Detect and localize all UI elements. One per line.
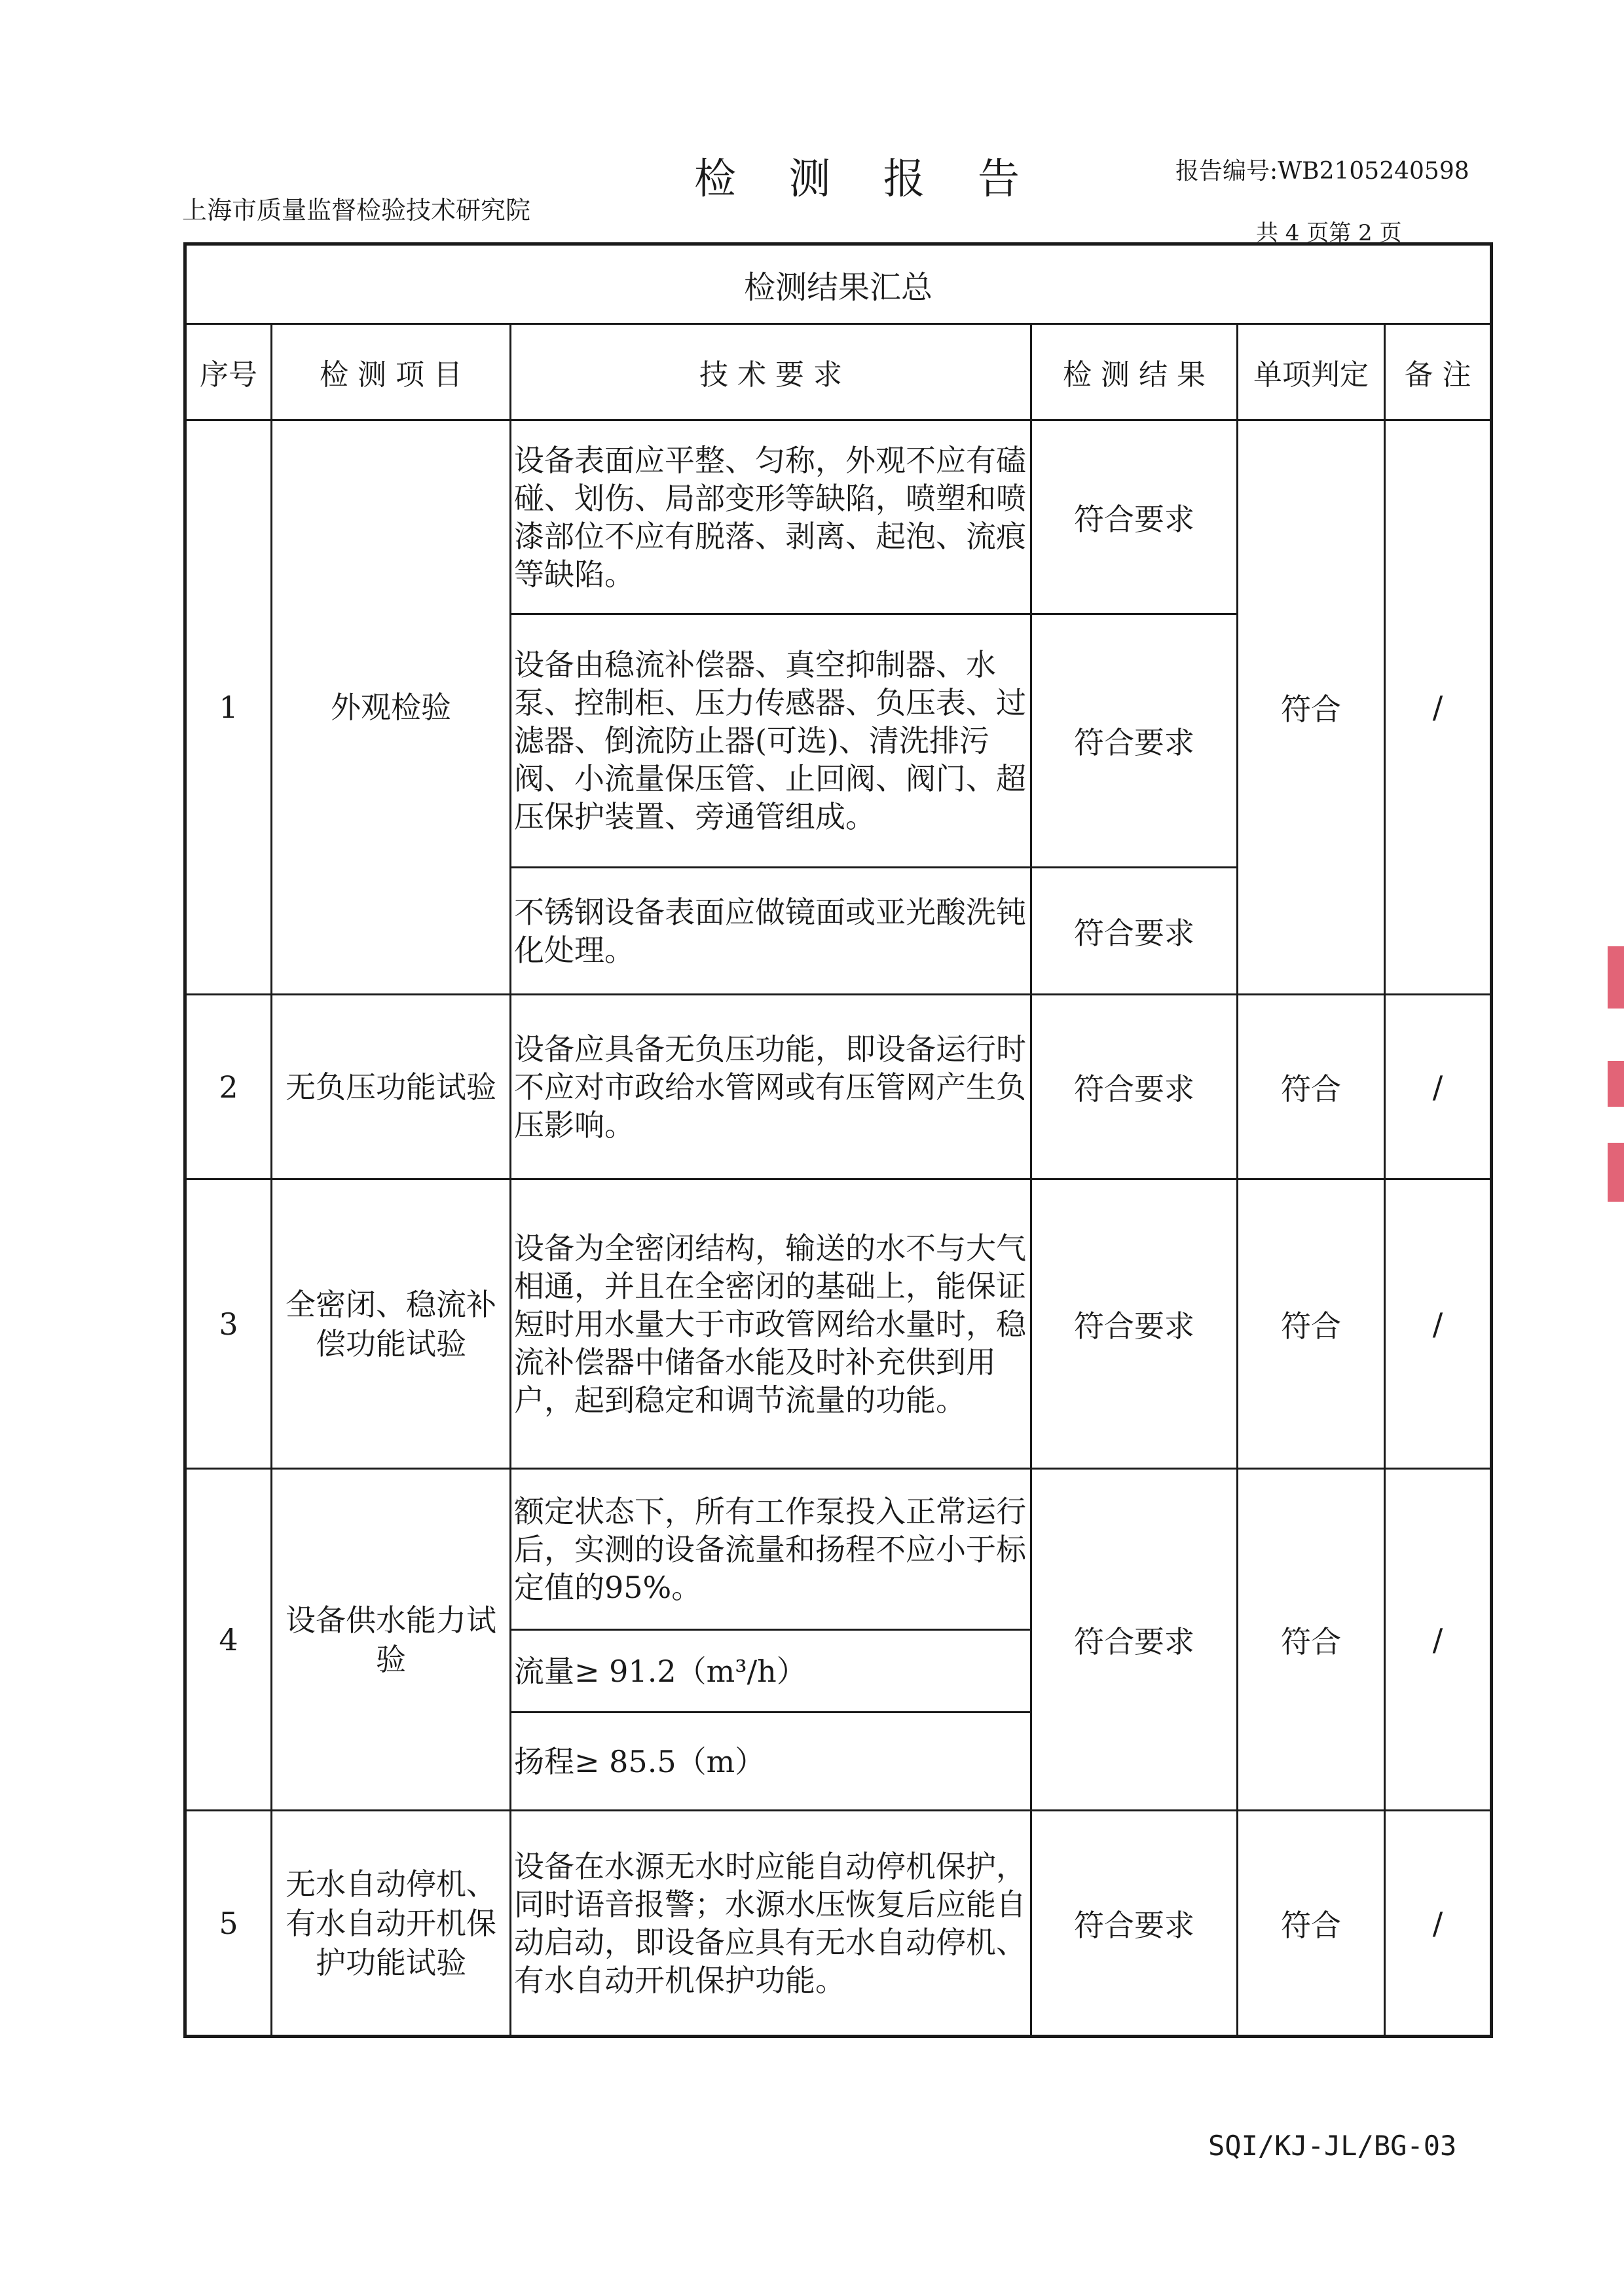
row-item: 无负压功能试验	[272, 995, 511, 1179]
requirement-text: 设备表面应平整、匀称，外观不应有磕碰、划伤、局部变形等缺陷，喷塑和喷漆部位不应有脱落、剥离、起泡、流痕等缺陷。	[511, 420, 1031, 614]
result-cell: 符合要求	[1031, 1469, 1238, 1811]
page-info: 共 4 页第 2 页	[1256, 220, 1402, 246]
judgement-cell: 符合	[1238, 1469, 1385, 1811]
judgement-cell: 符合	[1238, 420, 1385, 995]
judgement-cell: 符合	[1238, 1811, 1385, 2037]
requirement-text: 设备由稳流补偿器、真空抑制器、水泵、控制柜、压力传感器、负压表、过滤器、倒流防止器(可选)、清洗排污阀、小流量保压管、止回阀、阀门、超压保护装置、旁通管组成。	[511, 614, 1031, 868]
col-header-judgement: 单项判定	[1238, 324, 1385, 420]
seal-stamp-fragment	[1608, 1061, 1624, 1107]
report-title: 检 测 报 告	[694, 155, 1040, 204]
row-item: 设备供水能力试验	[272, 1469, 511, 1811]
row-item: 全密闭、稳流补偿功能试验	[272, 1179, 511, 1469]
table-row	[185, 420, 1492, 614]
note-cell: /	[1385, 1179, 1492, 1469]
table-row	[185, 1179, 1492, 1469]
row-seq: 5	[185, 1811, 272, 2037]
note-cell: /	[1385, 995, 1492, 1179]
head-requirement: 扬程≥ 85.5（m）	[511, 1713, 1031, 1811]
table-row	[185, 995, 1492, 1179]
result-cell: 符合要求	[1031, 868, 1238, 995]
row-seq: 4	[185, 1469, 272, 1811]
result-cell: 符合要求	[1031, 614, 1238, 868]
col-header-requirement: 技 术 要 求	[511, 324, 1031, 420]
seal-stamp-fragment	[1608, 1143, 1624, 1202]
result-cell: 符合要求	[1031, 995, 1238, 1179]
col-header-seq: 序号	[185, 324, 272, 420]
judgement-cell: 符合	[1238, 1179, 1385, 1469]
row-item: 无水自动停机、有水自动开机保护功能试验	[272, 1811, 511, 2037]
requirement-text: 设备在水源无水时应能自动停机保护，同时语音报警；水源水压恢复后应能自动启动，即设备应具有无水自动停机、有水自动开机保护功能。	[511, 1811, 1031, 2037]
result-cell: 符合要求	[1031, 1179, 1238, 1469]
col-header-note: 备 注	[1385, 324, 1492, 420]
summary-title: 检测结果汇总	[185, 244, 1492, 324]
seal-stamp-fragment	[1608, 946, 1624, 1009]
row-seq: 1	[185, 420, 272, 995]
requirement-text: 不锈钢设备表面应做镜面或亚光酸洗钝化处理。	[511, 868, 1031, 995]
result-cell: 符合要求	[1031, 420, 1238, 614]
judgement-cell: 符合	[1238, 995, 1385, 1179]
row-item: 外观检验	[272, 420, 511, 995]
table-header-row	[185, 324, 1492, 420]
requirement-text: 设备为全密闭结构，输送的水不与大气相通，并且在全密闭的基础上，能保证短时用水量大于市政管网给水量时，稳流补偿器中储备水能及时补充供到用户，起到稳定和调节流量的功能。	[511, 1179, 1031, 1469]
results-summary-table	[183, 242, 1493, 2038]
requirement-text: 设备应具备无负压功能，即设备运行时不应对市政给水管网或有压管网产生负压影响。	[511, 995, 1031, 1179]
row-seq: 2	[185, 995, 272, 1179]
col-header-result: 检 测 结 果	[1031, 324, 1238, 420]
form-code: SQI/KJ-JL/BG-03	[1208, 2130, 1457, 2162]
row-seq: 3	[185, 1179, 272, 1469]
note-cell: /	[1385, 1811, 1492, 2037]
col-header-item: 检 测 项 目	[272, 324, 511, 420]
result-cell: 符合要求	[1031, 1811, 1238, 2037]
report-number: 报告编号:WB2105240598	[1175, 158, 1469, 185]
institute-name: 上海市质量监督检验技术研究院	[182, 196, 531, 225]
flow-requirement: 流量≥ 91.2（m³/h）	[511, 1630, 1031, 1713]
requirement-text: 额定状态下，所有工作泵投入正常运行后，实测的设备流量和扬程不应小于标定值的95%。	[511, 1469, 1031, 1630]
table-row	[185, 1469, 1492, 1630]
note-cell: /	[1385, 1469, 1492, 1811]
note-cell: /	[1385, 420, 1492, 995]
table-row	[185, 1811, 1492, 2037]
